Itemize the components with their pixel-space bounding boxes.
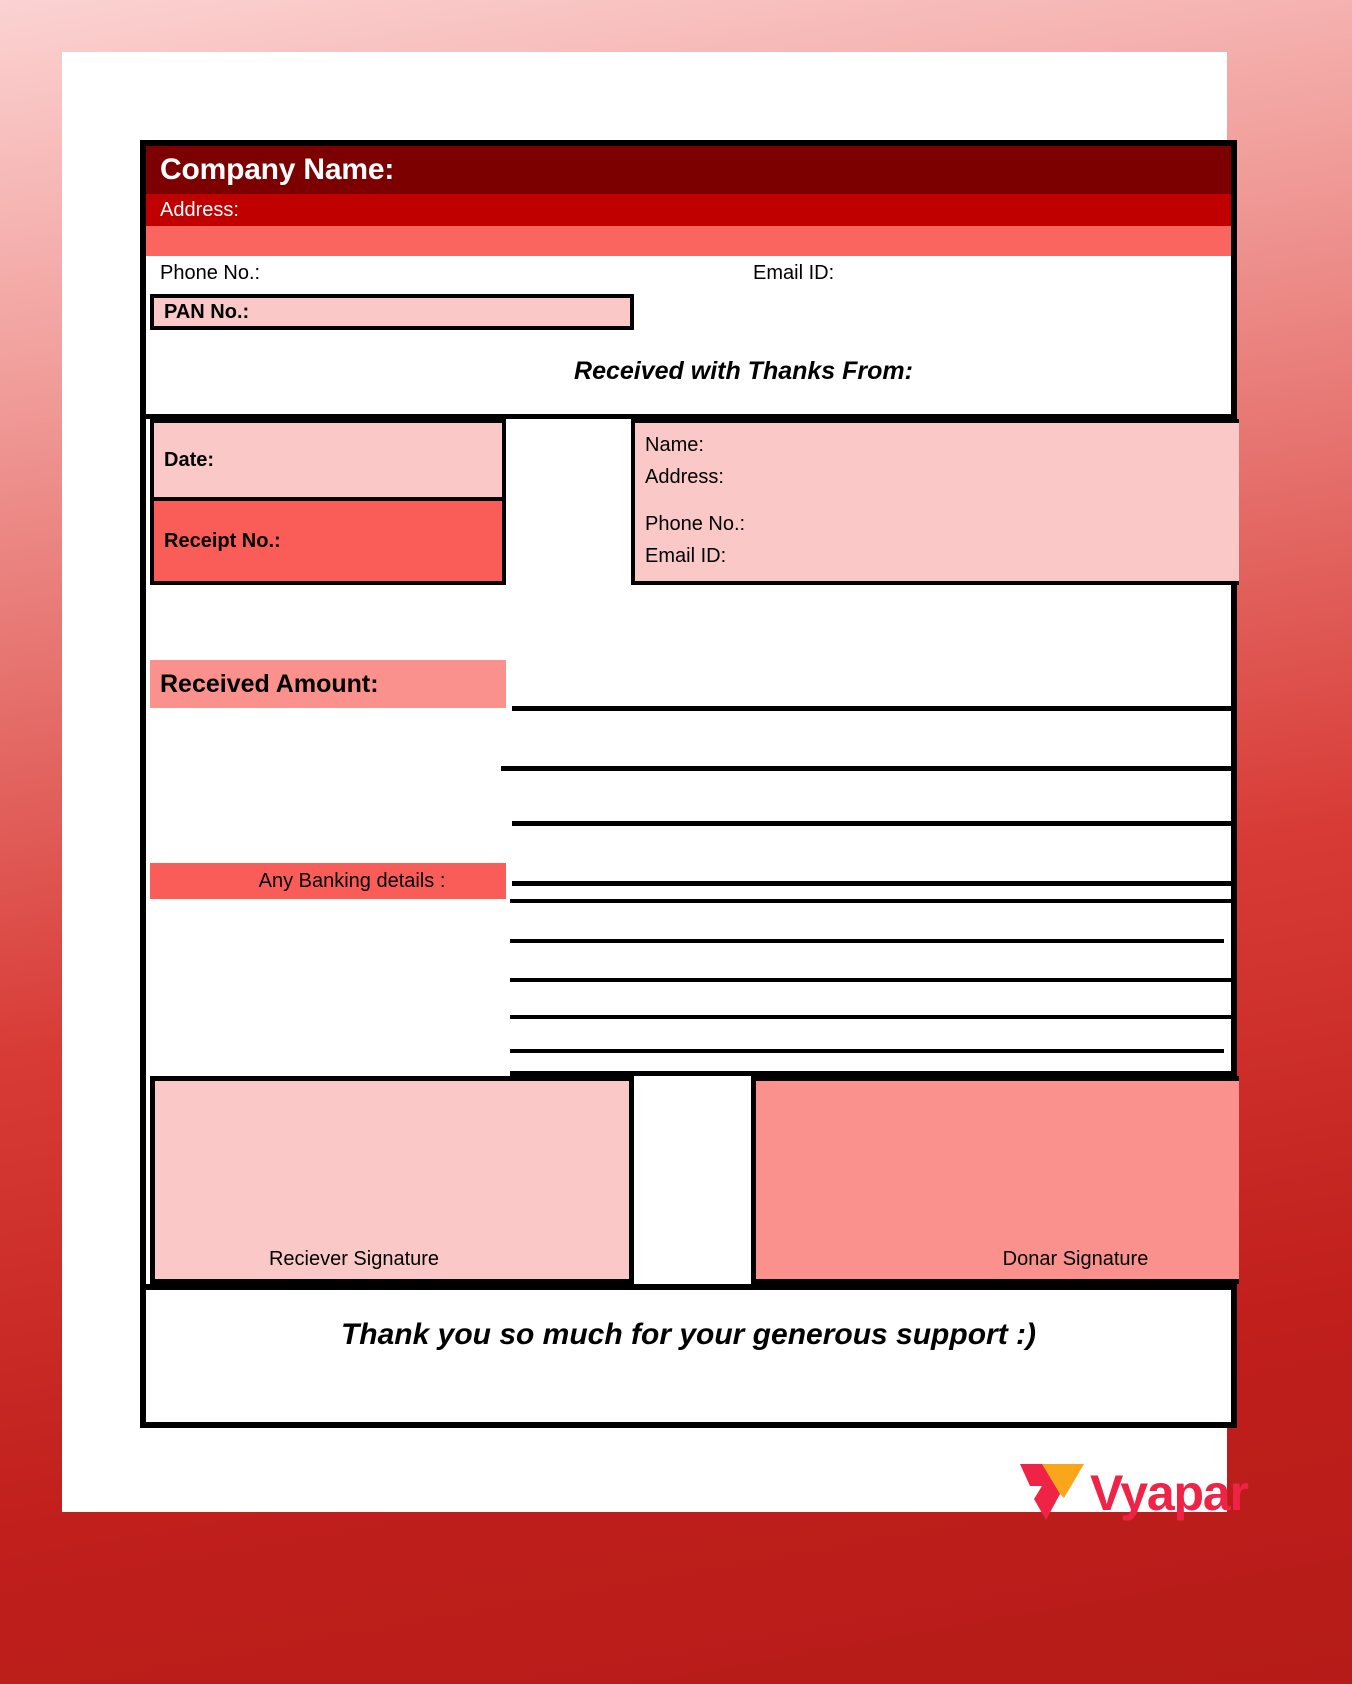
thank-you-footer: [146, 1290, 1231, 1428]
address-label: Address:: [160, 198, 239, 221]
donor-signature-box[interactable]: [751, 1076, 1239, 1284]
contact-row: [146, 256, 1231, 294]
received-amount-label: Received Amount:: [160, 669, 379, 698]
address-band: [146, 194, 1231, 226]
banking-rule-2[interactable]: [510, 939, 1224, 943]
pan-label: PAN No.:: [164, 300, 250, 323]
donor-phone-label: Phone No.:: [645, 512, 746, 535]
banking-rule-4[interactable]: [510, 1015, 1237, 1019]
receipt-container: [140, 140, 1237, 1428]
banking-rule-3[interactable]: [510, 978, 1237, 982]
company-name-label: Company Name:: [160, 153, 395, 186]
receiver-signature-label: Reciever Signature: [268, 1248, 440, 1270]
pan-number-field[interactable]: [150, 294, 634, 330]
donor-email-label: Email ID:: [645, 545, 727, 568]
amount-rule-3[interactable]: [512, 821, 1237, 826]
donor-address-label: Address:: [645, 466, 724, 489]
date-field[interactable]: [150, 419, 506, 497]
date-label: Date:: [164, 448, 215, 471]
address-value-band[interactable]: [146, 226, 1231, 256]
receiver-signature-box[interactable]: [150, 1076, 634, 1284]
donor-details-field[interactable]: [631, 419, 1239, 585]
banking-rule-1[interactable]: [510, 899, 1237, 903]
amount-rule-4[interactable]: [512, 881, 1237, 886]
receipt-number-field[interactable]: [150, 497, 506, 585]
vyapar-wordmark: Vyapar: [1090, 1465, 1248, 1521]
received-with-thanks-text: Received with Thanks From:: [574, 356, 913, 385]
banking-details-band: [150, 863, 506, 899]
received-with-thanks-title: [146, 346, 1231, 396]
donor-signature-label: Donar Signature: [1002, 1248, 1149, 1270]
receipt-number-label: Receipt No.:: [164, 529, 281, 552]
donor-name-label: Name:: [645, 434, 704, 456]
thank-you-text: Thank you so much for your generous support :): [340, 1318, 1037, 1351]
banking-details-label: Any Banking details :: [258, 869, 446, 892]
phone-label: Phone No.:: [160, 262, 261, 284]
email-label: Email ID:: [753, 262, 835, 284]
donor-address-spacer: [645, 494, 1239, 508]
company-name-band: [146, 146, 1231, 194]
banking-rule-5[interactable]: [510, 1049, 1224, 1053]
vyapar-logo: [1020, 1460, 1248, 1526]
amount-rule-2[interactable]: [501, 766, 1237, 771]
received-amount-band: [150, 660, 506, 708]
paper-sheet: [62, 52, 1248, 1521]
amount-rule-1[interactable]: [512, 706, 1237, 711]
vyapar-chevron-icon: [1020, 1464, 1084, 1522]
